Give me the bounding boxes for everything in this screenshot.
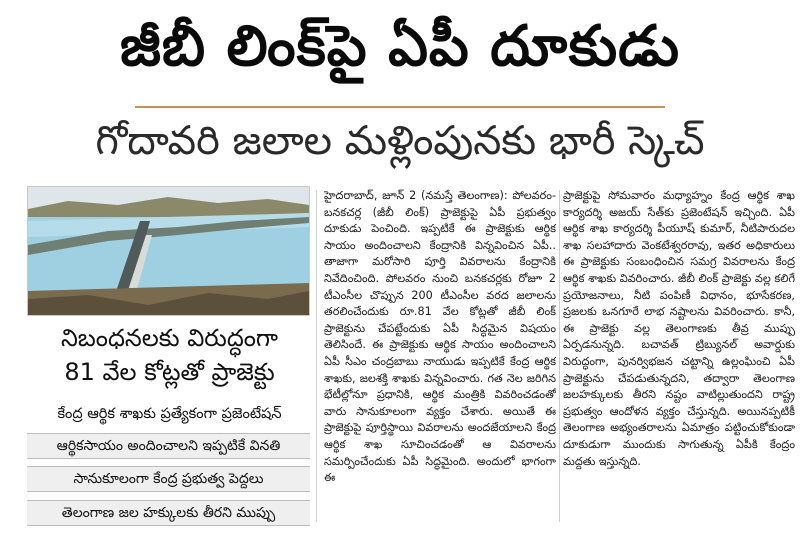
headline: జీబీ లింక్‌పై ఏపీ దూకుడు <box>119 14 681 79</box>
sidebar-line1: కేంద్ర ఆర్థిక శాఖకు ప్రత్యేకంగా ప్రజెంటేషన్ <box>57 406 282 422</box>
article-column2: ప్రాజెక్టుపై సోమవారం మధ్యాహ్నం కేంద్ర ఆర్థిక శాఖ కార్యదర్శి అజయ్ సేత్‌కు ప్రజెంటేషన్ ఇచ్చింది. ఏపీ ఆర్థిక శాఖ కార్యదర్శి పీయూష్ కుమార్, నీటిపారుదల శాఖ సలహాదారు వెంకటేశ్వరరావు, ఇతర అధికారులు ఈ ప్రాజెక్టుకు సంబంధించిన సమగ్ర వివరాలను కేంద్ర ఆర్థిక శాఖకు వివరించారు. జీబీ లింక్ ప్రాజెక్టు వల్ల కలిగే ప్రయోజనాలు, నీటి పంపిణీ విధానం, భూసేకరణ, ప్రజలకు ఒనగూరే లాభ నష్టాలను వివరించారు. కానీ, ఈ ప్రాజెక్టు వల్ల తెలంగాణకు తీవ్ర ముప్పు ఏర్పడనున్నది. బచావత్ ట్రిబ్యునల్ అవార్డుకు విరుద్ధంగా, పునర్విభజన చట్టాన్ని ఉల్లంఘించి ఏపీ ప్రాజెక్టును చేపడుతున్నదని, తద్వారా తెలంగాణ జలహక్కులకు తీరని నష్టం వాటిల్లుతుందని రాష్ట్ర ప్రభుత్వం ఆందోళన వ్యక్తం చేస్తున్నది. అయినప్పటికీ తెలంగాణ అభ్యంతరాలను ఏమాత్రం పట్టించుకోకుండా దూకుడుగా ముందుకు సాగుతున్న ఏపీకి కేంద్రం మద్దతు ఇస్తున్నది. <box>563 189 795 468</box>
subheadline: గోదావరి జలాల మళ్లింపునకు భారీ స్కెచ్ <box>95 118 705 164</box>
sidebar-banner2: సానుకూలంగా కేంద్ర ప్రభుత్వ పెద్దలు <box>27 466 310 492</box>
aerial-dam-photo <box>27 186 310 316</box>
dam-photo-illustration <box>28 187 309 315</box>
article-column1: హైదరాబాద్, జూన్ 2 (నమస్తే తెలంగాణ): పోలవరం-బనకచర్ల (జీబీ లింక్) ప్రాజెక్టుపై ఏపీ ప్రభుత్వం దూకుడు పెంచింది. ఇప్పటికే ఈ ప్రాజెక్టుకు ఆర్థిక సాయం అందించాలని కేంద్రానికి విన్నవించిన ఏపీ.. తాజాగా మరోసారి పూర్తి వివరాలను కేంద్రానికి నివేదించింది. పోలవరం నుంచి బనకచర్లకు రోజూ 2 టీఎంసీల చొప్పున 200 టీఎంసీల వరద జలాలను తరలించేందుకు రూ.81 వేల కోట్లతో జీబీ లింక్ ప్రాజెక్టును చేపట్టేందుకు ఏపీ సిద్ధమైన విషయం తెలిసిందే. ఈ ప్రాజెక్టుకు ఆర్థిక సాయం అందించాలని ఏపీ సీఎం చంద్రబాబు నాయుడు ఇప్పటికే కేంద్ర ఆర్థిక శాఖకు, జలశక్తి శాఖకు విన్నవించారు. గత నెల జరిగిన భేటీల్లోనూ ప్రధానికి, ఆర్థిక మంత్రికి వివరించడంతో వారు సానుకూలంగా వ్యక్తం చేశారు. అయితే ఈ ప్రాజెక్టుపై పూర్తిస్థాయి వివరాలను అందజేయాలని కేంద్ర ఆర్థిక శాఖ సూచించడంతో ఆ వివరాలను సమర్పించేందుకు ఏపీ సిద్ధమైంది. అందులో భాగంగా ఈ <box>324 189 556 485</box>
column-divider-right <box>559 190 560 522</box>
sidebar-banner3: తెలంగాణ జల హక్కులకు తీరని ముప్పు <box>27 500 310 526</box>
sidebar-heading-line1: నిబంధనలకు విరుద్ధంగా <box>60 324 279 352</box>
sidebar-heading-line2: 81 వేల కోట్లతో ప్రాజెక్టు <box>64 358 275 386</box>
sidebar-banner1: ఆర్థికసాయం అందించాలని ఇప్పటికే వినతి <box>27 433 310 459</box>
column-divider-left <box>316 190 317 522</box>
headline-rule <box>135 106 665 108</box>
